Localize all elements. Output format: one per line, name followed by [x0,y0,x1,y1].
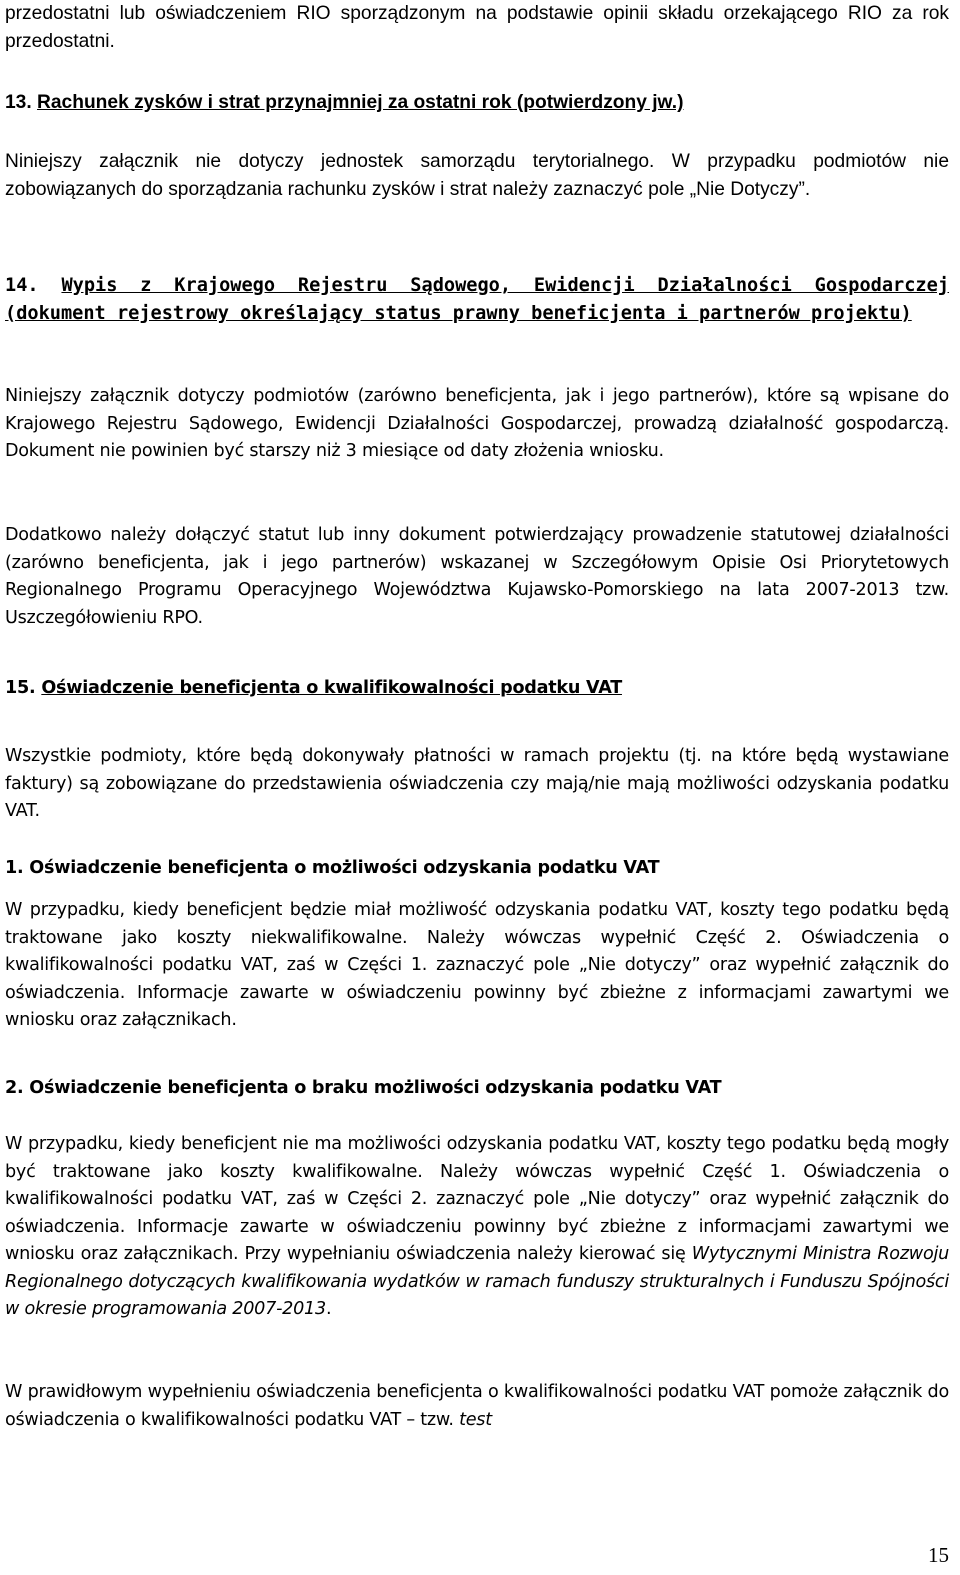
subsection-2-paragraph-2-text: W prawidłowym wypełnieniu oświadczenia beneficjenta o kwalifikowalności podatku VAT pomoże załącznik do oświadczenia o kwalifikowalności podatku VAT – tzw. [5,1382,949,1430]
intro-paragraph: przedostatni lub oświadczeniem RIO sporządzonym na podstawie opinii składu orzekającego RIO za rok przedostatni. [5,3,949,52]
test-term: test [459,1409,492,1430]
section-13-heading [5,89,949,117]
section-13-title: Rachunek zysków i strat przynajmniej za ostatni rok (potwierdzony jw.) [37,92,684,113]
section-14-title: Wypis z Krajowego Rejestru Sądowego, Ewidencji Działalności Gospodarczej (dokument rejestrowy określający status prawny beneficjenta i partnerów projektu) [5,275,950,324]
page-number: 15 [928,1543,949,1567]
section-13-paragraph: Niniejszy załącznik nie dotyczy jednostek samorządu terytorialnego. W przypadku podmiotów nie zobowiązanych do sporządzania rachunku zysków i strat należy zaznaczyć pole „Nie Dotyczy”. [5,151,949,200]
section-14-heading [5,272,949,327]
section-14-paragraph-2: Dodatkowo należy dołączyć statut lub inny dokument potwierdzający prowadzenie statutowej działalności (zarówno beneficjenta, jak i jego partnerów) wskazanej w Szczegółowym Opisie Osi Priorytetowych Regionalnego Programu Operacyjnego Województwa Kujawsko-Pomorskiego na lata 2007-2013 tzw. Uszczegółowieniu RPO. [5,525,949,628]
subsection-2-heading: 2. Oświadczenie beneficjenta o braku możliwości odzyskania podatku VAT [5,1078,722,1098]
section-15-number: 15. [5,678,36,698]
section-15-heading [5,675,949,703]
section-15-paragraph: Wszystkie podmioty, które będą dokonywały płatności w ramach projektu (tj. na które będą wystawiane faktury) są zobowiązane do przedstawienia oświadczenia czy mają/nie mają możliwości odzyskania podatku VAT. [5,746,949,821]
subsection-1-heading: 1. Oświadczenie beneficjenta o możliwości odzyskania podatku VAT [5,858,660,878]
guidelines-citation: Wytycznymi Ministra Rozwoju Regionalnego dotyczących kwalifikowania wydatków w ramach funduszy strukturalnych i Funduszu Spójności w okresie programowania 2007-2013 [5,1244,950,1319]
section-14-number: 14. [5,275,39,296]
section-14-paragraph-1: Niniejszy załącznik dotyczy podmiotów (zarówno beneficjenta, jak i jego partnerów), które są wpisane do Krajowego Rejestru Sądowego, Ewidencji Działalności Gospodarczej, prowadzą działalność gospodarczą. Dokument nie powinien być starszy niż 3 miesiące od daty złożenia wniosku. [5,386,949,461]
subsection-2-paragraph-1-text: W przypadku, kiedy beneficjent nie ma możliwości odzyskania podatku VAT, koszty tego podatku będą mogły być traktowane jako koszty kwalifikowalne. Należy wówczas wypełnić Część 1. Oświadczenia o kwalifikowalności podatku VAT, zaś w Części 2. zaznaczyć pole „Nie dotyczy” oraz wypełnić załącznik do oświadczenia. Informacje zawarte w oświadczeniu powinny być zbieżne z informacjami zawartymi we wniosku oraz załącznikach. Przy wypełnianiu oświadczenia należy kierować się [5,1134,949,1264]
subsection-2-paragraph-1-end: . [325,1299,332,1319]
section-13-number: 13. [5,92,32,113]
subsection-2-paragraph-1 [5,1131,949,1324]
subsection-1-paragraph: W przypadku, kiedy beneficjent będzie miał możliwość odzyskania podatku VAT, koszty tego podatku będą traktowane jako koszty niekwalifikowalne. Należy wówczas wypełnić Część 2. Oświadczenia o kwalifikowalności podatku VAT, zaś w Części 1. zaznaczyć pole „Nie dotyczy” oraz wypełnić załącznik do oświadczenia. Informacje zawarte w oświadczeniu powinny być zbieżne z informacjami zawartymi we wniosku oraz załącznikach. [5,900,949,1030]
subsection-2-paragraph-2 [5,1379,949,1434]
section-15-title: Oświadczenie beneficjenta o kwalifikowalności podatku VAT [41,678,622,698]
